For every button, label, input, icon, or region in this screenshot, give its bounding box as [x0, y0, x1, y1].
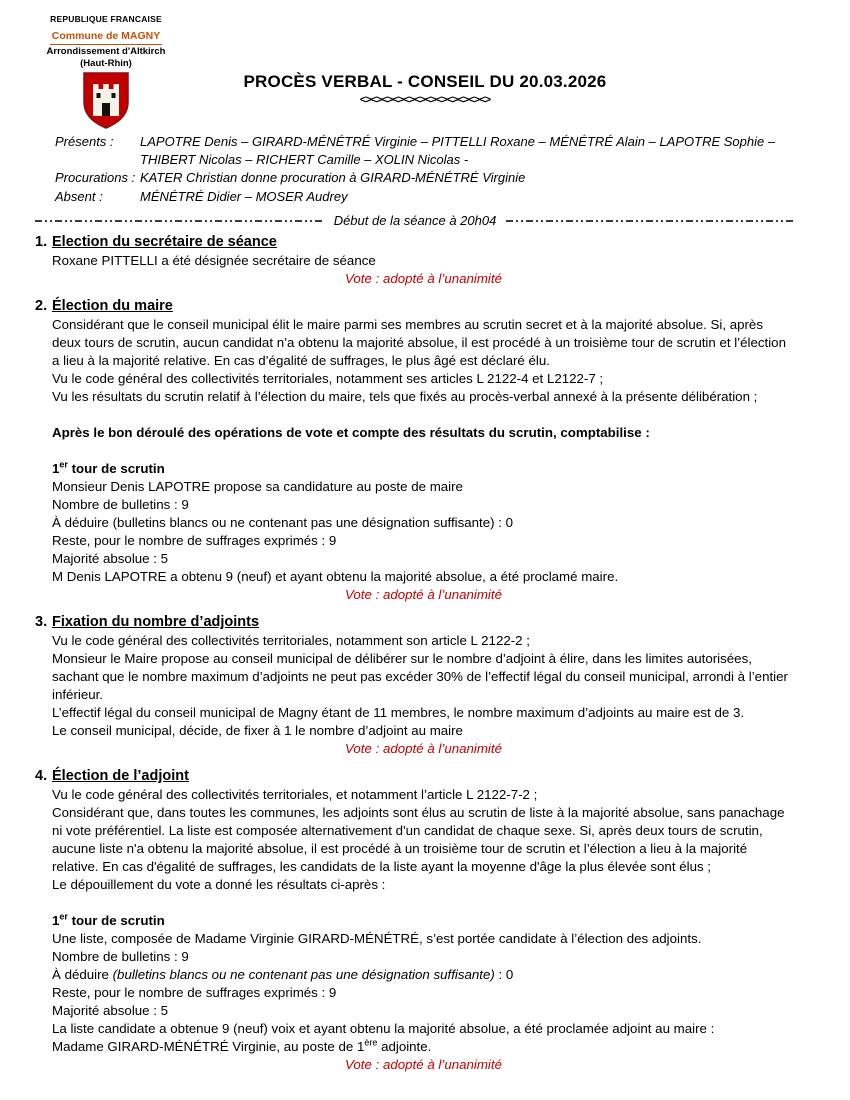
divider-dash-left — [35, 220, 324, 222]
attendance-label: Présents : — [55, 134, 114, 149]
paragraph: Reste, pour le nombre de suffrages exprimés : 9 — [52, 985, 337, 1000]
section-number: 3. — [35, 614, 48, 630]
paragraph: Reste, pour le nombre de suffrages exprimés : 9 — [52, 533, 337, 548]
paragraph: La liste candidate a obtenue 9 (neuf) voix et ayant obtenu la majorité absolue, a été proclamée adjoint au maire : — [52, 1021, 715, 1036]
section-body — [52, 252, 795, 288]
paragraph: Majorité absolue : 5 — [52, 1003, 169, 1018]
section — [35, 767, 795, 1074]
paragraph: Le dépouillement du vote a donné les résultats ci-après : — [52, 877, 386, 892]
paragraph: Vu le code général des collectivités territoriales, et notamment l’article L 2122-7-2 ; — [52, 787, 538, 802]
section-title: Élection de l’adjoint — [52, 768, 189, 784]
paragraph: 1er tour de scrutin — [52, 459, 165, 476]
paragraph: Le conseil municipal, décide, de fixer à 1 le nombre d’adjoint au maire — [52, 723, 463, 738]
section-heading — [35, 297, 795, 315]
commune-name: Commune de MAGNY — [50, 30, 163, 45]
document-header — [35, 14, 795, 133]
blank-line — [52, 894, 795, 912]
page-title: PROCÈS VERBAL - CONSEIL DU 20.03.2026 — [243, 72, 607, 91]
departement-label: (Haut-Rhin) — [80, 57, 132, 69]
republic-label: REPUBLIQUE FRANCAISE — [50, 14, 162, 24]
paragraph: M Denis LAPOTRE a obtenu 9 (neuf) et ayant obtenu la majorité absolue, a été proclamé maire. — [52, 569, 619, 584]
paragraph: Madame GIRARD-MÉNÉTRÉ Virginie, au poste de 1ère adjointe. — [52, 1037, 432, 1054]
paragraph: Considérant que, dans toutes les communes, les adjoints sont élus au scrutin de liste à la majorité absolue, sans panachage ni vote préférentiel. La liste est composée alternativement d'un candidat de chaque sexe. Si, après deux tours de scrutin, aucune liste n'a obtenu la majorité absolue, il est procédé à un troisième tour de scrutin et l’élection a lieu à la majorité relative. En cas d'égalité de suffrages, les candidats de la liste ayant la moyenne d'âge la plus élevée sont élus ; — [52, 805, 785, 874]
title-ornament: <><><><><><><><><><><><> — [359, 94, 491, 106]
attendance-label: Procurations : — [55, 170, 136, 185]
attendance-row-presents — [55, 133, 795, 168]
attendance-value: MÉNÉTRÉ Didier – MOSER Audrey — [140, 188, 348, 204]
section-heading — [35, 613, 795, 631]
attendance-row-procurations — [55, 169, 795, 187]
section-body — [52, 316, 795, 604]
blank-line — [52, 442, 795, 460]
paragraph: Monsieur le Maire propose au conseil municipal de délibérer sur le nombre d’adjoint à élire, dans les limites autorisées, sachant que le nombre maximum d’adjoints ne peut pas excéder 30% de l’effectif légal du conseil municipal, arrondi à l’entier inférieur. — [52, 651, 788, 702]
attendance-value: KATER Christian donne procuration à GIRARD-MÉNÉTRÉ Virginie — [140, 170, 526, 185]
paragraph: L’effectif légal du conseil municipal de Magny étant de 11 membres, le nombre maximum d’adjoints au maire est de 3. — [52, 705, 745, 720]
paragraph: Majorité absolue : 5 — [52, 551, 169, 566]
section — [35, 613, 795, 758]
section-body — [52, 632, 795, 758]
attendance-value: LAPOTRE Denis – GIRARD-MÉNÉTRÉ Virginie – PITTELLI Roxane – MÉNÉTRÉ Alain – LAPOTRE Sophie – THIBERT Nicolas – RICHERT Camille – XOLIN Nicolas - — [140, 134, 776, 167]
attendance-block — [55, 133, 795, 205]
attendance-label: Absent : — [55, 188, 103, 204]
section-heading — [35, 767, 795, 785]
paragraph: Une liste, composée de Madame Virginie GIRARD-MÉNÉTRÉ, s’est portée candidate à l’élection des adjoints. — [52, 931, 702, 946]
blank-line — [52, 406, 795, 424]
section-title: Élection du maire — [52, 298, 173, 314]
paragraph: 1er tour de scrutin — [52, 911, 165, 928]
section-title: Election du secrétaire de séance — [52, 234, 277, 250]
paragraph: Considérant que le conseil municipal élit le maire parmi ses membres au scrutin secret et à la majorité absolue. Si, après deux tours de scrutin, aucun candidat n’a obtenu la majorité absolue, il est procédé à un troisième tour de scrutin et l’élection a lieu à la majorité relative. En cas d’égalité de suffrages, le plus âgé est déclaré élu. — [52, 317, 786, 368]
paragraph: Après le bon déroulé des opérations de vote et compte des résultats du scrutin, comptabilise : — [52, 425, 650, 440]
section-heading — [35, 233, 795, 251]
attendance-row-absent — [55, 188, 795, 206]
paragraph: À déduire (bulletins blancs ou ne contenant pas une désignation suffisante) : 0 — [52, 515, 514, 530]
paragraph: À déduire (bulletins blancs ou ne contenant pas une désignation suffisante) : 0 — [52, 967, 514, 982]
paragraph: Monsieur Denis LAPOTRE propose sa candidature au poste de maire — [52, 479, 463, 494]
section — [35, 233, 795, 288]
vote-result: Vote : adopté à l’unanimité — [345, 587, 502, 602]
section-body — [52, 786, 795, 1074]
section-number: 1. — [35, 234, 48, 250]
divider-dash-right — [506, 220, 795, 222]
paragraph: Vu les résultats du scrutin relatif à l’élection du maire, tels que fixés au procès-verbal annexé à la présente délibération ; — [52, 389, 758, 404]
vote-result: Vote : adopté à l’unanimité — [345, 741, 502, 756]
sections — [35, 233, 795, 1074]
paragraph: Roxane PITTELLI a été désignée secrétaire de séance — [52, 253, 376, 268]
paragraph: Nombre de bulletins : 9 — [52, 497, 189, 512]
arrondissement-label: Arrondissement d'Altkirch — [46, 45, 166, 57]
section-number: 4. — [35, 768, 48, 784]
paragraph: Nombre de bulletins : 9 — [52, 949, 189, 964]
session-start-text: Début de la séance à 20h04 — [333, 213, 497, 228]
section-title: Fixation du nombre d’adjoints — [52, 614, 260, 630]
vote-result: Vote : adopté à l’unanimité — [345, 271, 502, 286]
section-number: 2. — [35, 298, 48, 314]
paragraph: Vu le code général des collectivités territoriales, notamment ses articles L 2122-4 et L2122-7 ; — [52, 371, 604, 386]
session-divider — [35, 213, 795, 228]
section — [35, 297, 795, 604]
vote-result: Vote : adopté à l’unanimité — [345, 1057, 502, 1072]
paragraph: Vu le code général des collectivités territoriales, notamment son article L 2122-2 ; — [52, 633, 530, 648]
